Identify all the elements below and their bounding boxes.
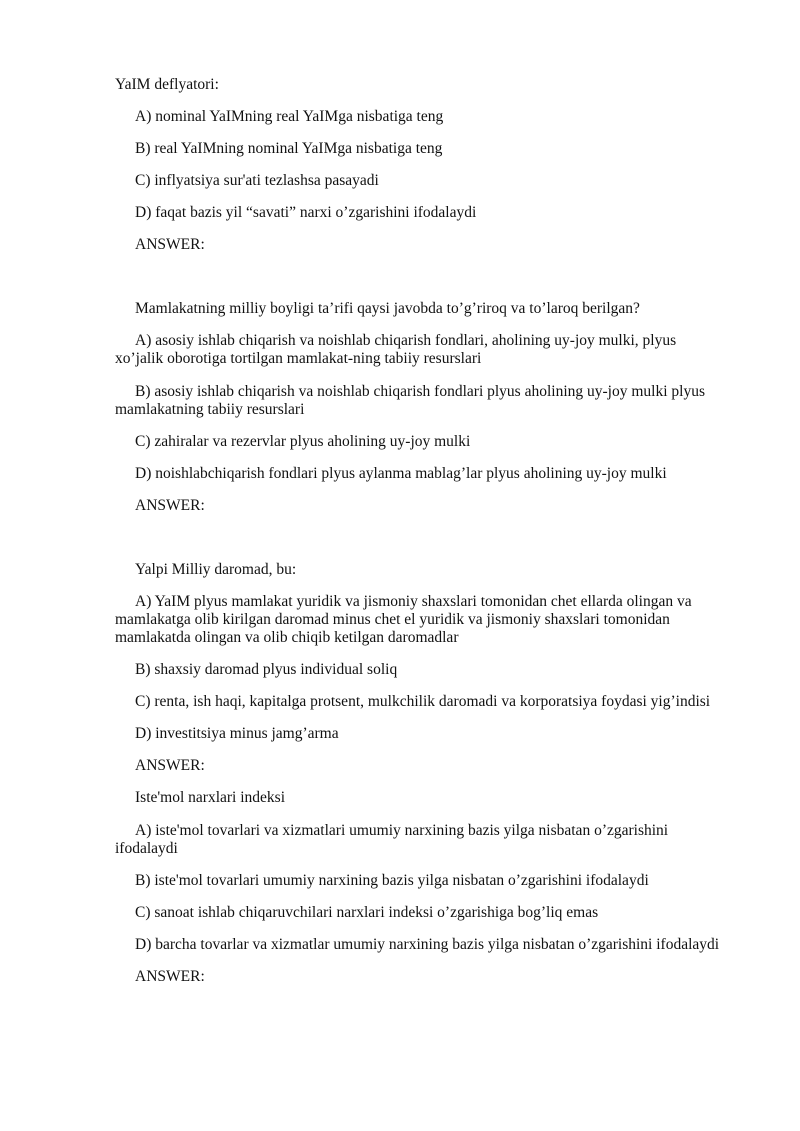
question-2-option-a-line-2: xo’jalik oborotiga tortilgan mamlakat-ning tabiiy resurslari (115, 350, 482, 367)
question-3-option-c: C) renta, ish haqi, kapitalga protsent, mulkchilik daromadi va korporatsiya foydasi yig’indisi (135, 693, 711, 710)
question-2-option-a-line-1: A) asosiy ishlab chiqarish va noishlab chiqarish fondlari, aholining uy-joy mulki, plyus (135, 332, 677, 349)
question-4-option-d: D) barcha tovarlar va xizmatlar umumiy narxining bazis yilga nisbatan o’zgarishini ifodalaydi (135, 936, 720, 953)
question-2-option-b-line-1: B) asosiy ishlab chiqarish va noishlab chiqarish fondlari plyus aholining uy-joy mulki plyus (135, 383, 705, 400)
question-3-text: Yalpi Milliy daromad, bu: (135, 561, 297, 578)
question-2-option-b-line-2: mamlakatning tabiiy resurslari (115, 401, 305, 418)
question-2-answer: ANSWER: (135, 497, 205, 514)
question-4-option-a-line-2: ifodalaydi (115, 840, 178, 857)
question-1-option-b: B) real YaIMning nominal YaIMga nisbatiga teng (135, 140, 443, 157)
question-2-option-d: D) noishlabchiqarish fondlari plyus aylanma mablag’lar plyus aholining uy-joy mulki (135, 465, 667, 482)
question-2-option-c: C) zahiralar va rezervlar plyus aholining uy-joy mulki (135, 433, 471, 450)
question-2-text: Mamlakatning milliy boyligi ta’rifi qaysi javobda to’g’riroq va to’laroq berilgan? (135, 300, 640, 317)
question-3-option-a-line-2: mamlakatga olib kirilgan daromad minus chet el yuridik va jismoniy shaxslari tomonidan (115, 611, 670, 628)
question-3-option-a-line-1: A) YaIM plyus mamlakat yuridik va jismoniy shaxslari tomonidan chet ellarda olingan va (135, 593, 692, 610)
question-3-option-a-line-3: mamlakatda olingan va olib chiqib ketilgan daromadlar (115, 629, 459, 646)
question-4-text: Iste'mol narxlari indeksi (135, 789, 286, 806)
question-3-answer: ANSWER: (135, 757, 205, 774)
question-1-option-d: D) faqat bazis yil “savati” narxi o’zgarishini ifodalaydi (135, 204, 477, 221)
question-4-option-a-line-1: A) iste'mol tovarlari va xizmatlari umumiy narxining bazis yilga nisbatan o’zgarishini (135, 822, 669, 839)
question-4-option-c: C) sanoat ishlab chiqaruvchilari narxlari indeksi o’zgarishiga bog’liq emas (135, 904, 599, 921)
question-3-option-d: D) investitsiya minus jamg’arma (135, 725, 339, 742)
question-4-option-b: B) iste'mol tovarlari umumiy narxining bazis yilga nisbatan o’zgarishini ifodalaydi (135, 872, 649, 889)
question-1-option-a: A) nominal YaIMning real YaIMga nisbatiga teng (135, 108, 444, 125)
question-1-option-c: C) inflyatsiya sur'ati tezlashsa pasayadi (135, 172, 379, 189)
question-4-answer: ANSWER: (135, 968, 205, 985)
question-3-option-b: B) shaxsiy daromad plyus individual soliq (135, 661, 398, 678)
question-1-answer: ANSWER: (135, 236, 205, 253)
question-1-text: YaIM deflyatori: (115, 76, 219, 93)
